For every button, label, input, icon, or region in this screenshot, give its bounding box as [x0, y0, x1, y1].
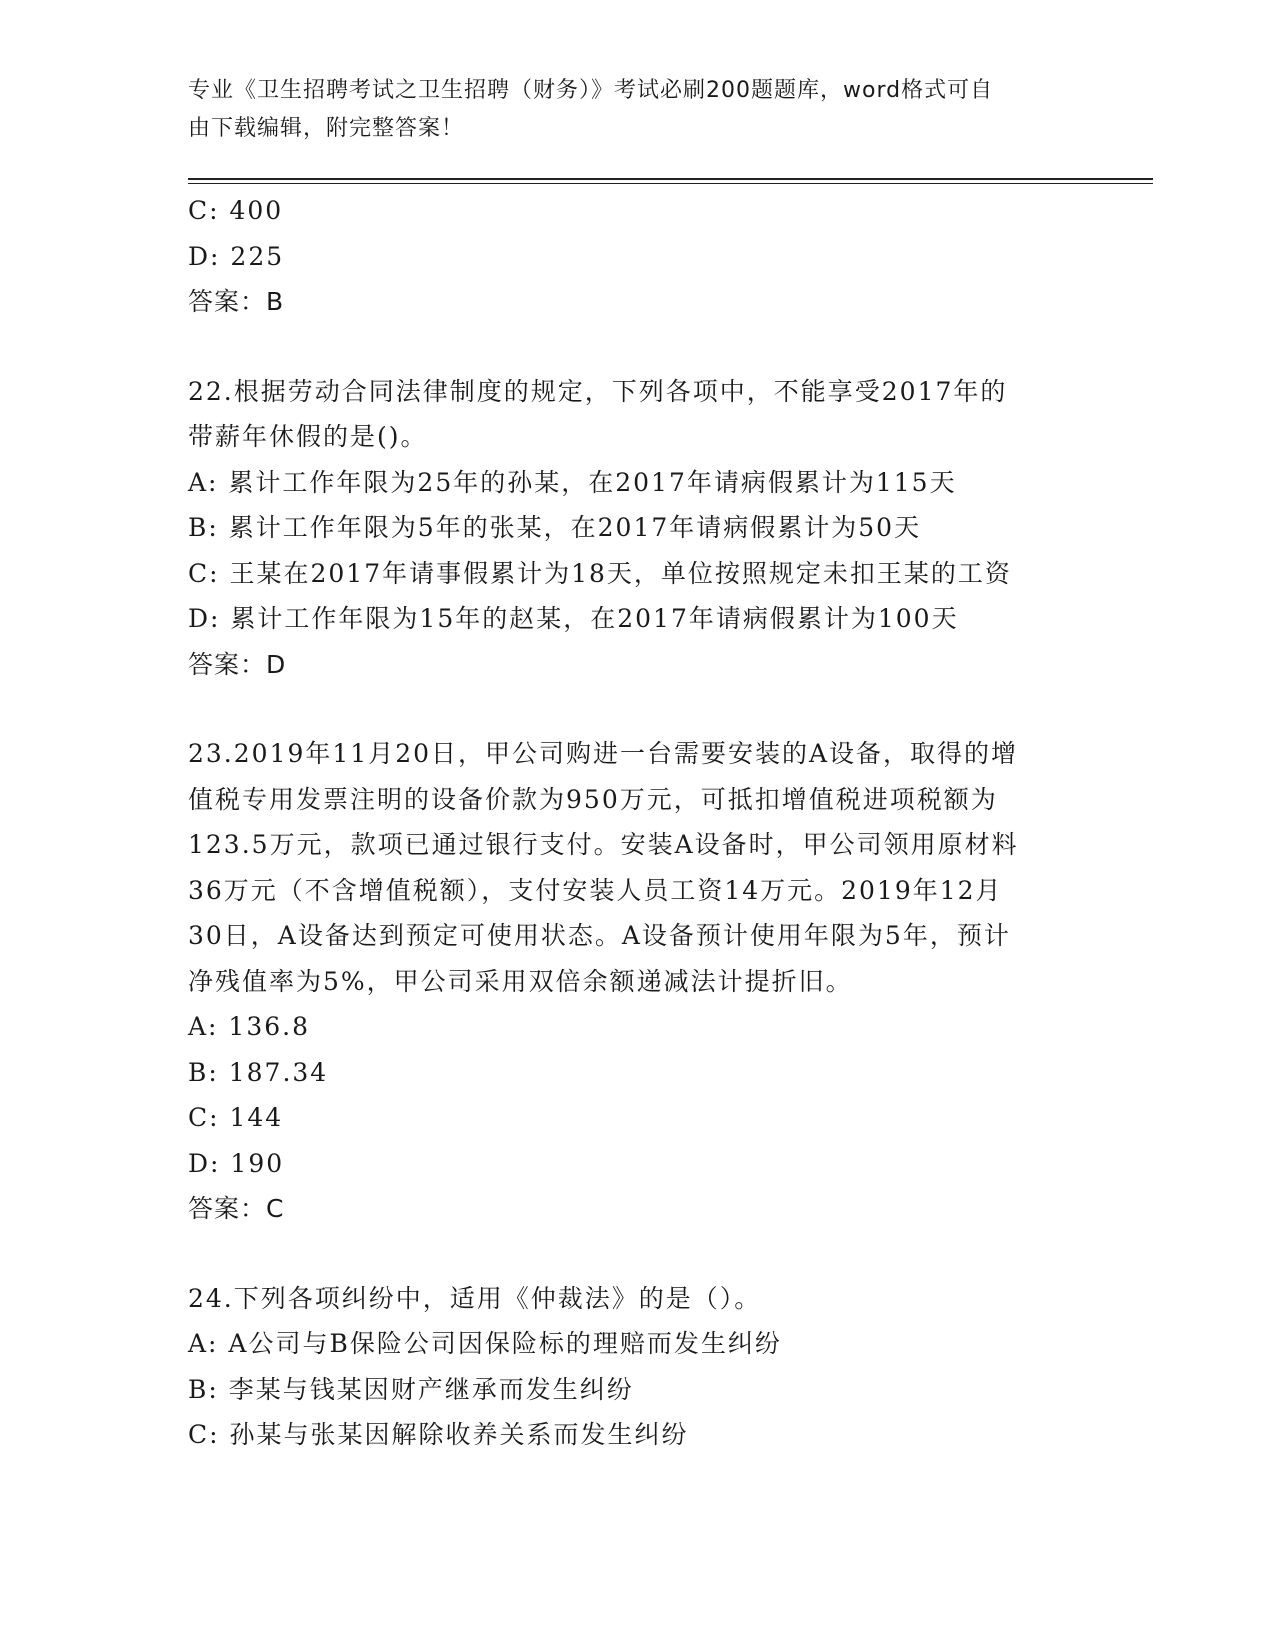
- question-stem: 带薪年休假的是()。: [188, 422, 428, 451]
- spacer: [188, 687, 1088, 731]
- option-b: B: 累计工作年限为5年的张某，在2017年请病假累计为50天: [188, 513, 922, 542]
- header-title-line-1: 专业《卫生招聘考试之卫生招聘（财务）》考试必刷200题题库，word格式可自: [188, 78, 994, 103]
- answer-label: 答案：D: [188, 649, 287, 679]
- option-c: C: 400: [188, 196, 284, 225]
- option-b: B: 李某与钱某因财产继承而发生纠纷: [188, 1374, 634, 1404]
- question-24: [188, 1276, 1088, 1458]
- spacer: [188, 325, 1088, 369]
- question-stem: 22.根据劳动合同法律制度的规定，下列各项中，不能享受2017年的: [188, 376, 1008, 406]
- document-header: [188, 72, 1068, 148]
- question-stem: 值税专用发票注明的设备价款为950万元，可抵扣增值税进项税额为: [188, 784, 998, 814]
- option-c: C: 孙某与张某因解除收养关系而发生纠纷: [188, 1420, 689, 1449]
- option-a: A: 136.8: [188, 1012, 310, 1041]
- question-stem: 36万元（不含增值税额），支付安装人员工资14万元。2019年12月: [188, 875, 1003, 905]
- option-d: D: 190: [188, 1148, 285, 1178]
- question-21-tail: [188, 188, 1088, 325]
- option-a: A: 累计工作年限为25年的孙某，在2017年请病假累计为115天: [188, 467, 957, 497]
- spacer: [188, 1232, 1088, 1276]
- header-title-line-2: 由下载编辑，附完整答案！: [188, 116, 465, 141]
- option-d: D: 累计工作年限为15年的赵某，在2017年请病假累计为100天: [188, 604, 959, 633]
- question-list: [188, 188, 1088, 1458]
- question-23: [188, 731, 1088, 1232]
- answer-label: 答案：B: [188, 287, 285, 316]
- option-a: A: A公司与B保险公司因保险标的理赔而发生纠纷: [188, 1329, 782, 1358]
- option-d: D: 225: [188, 241, 285, 271]
- question-stem: 净残值率为5%，甲公司采用双倍余额递减法计提折旧。: [188, 966, 853, 996]
- question-stem: 24.下列各项纠纷中，适用《仲裁法》的是（）。: [188, 1283, 762, 1313]
- answer-label: 答案：C: [188, 1194, 285, 1223]
- option-c: C: 王某在2017年请事假累计为18天，单位按照规定未扣王某的工资: [188, 558, 1012, 588]
- option-b: B: 187.34: [188, 1057, 329, 1087]
- question-stem: 23.2019年11月20日，甲公司购进一台需要安装的A设备，取得的增: [188, 739, 1019, 768]
- question-stem: 123.5万元，款项已通过银行支付。安装A设备时，甲公司领用原材料: [188, 830, 1019, 859]
- question-22: [188, 369, 1088, 688]
- question-stem: 30日，A设备达到预定可使用状态。A设备预计使用年限为5年，预计: [188, 921, 1011, 950]
- option-c: C: 144: [188, 1103, 284, 1132]
- header-divider-thin: [188, 183, 1153, 184]
- header-divider-thick: [188, 178, 1153, 180]
